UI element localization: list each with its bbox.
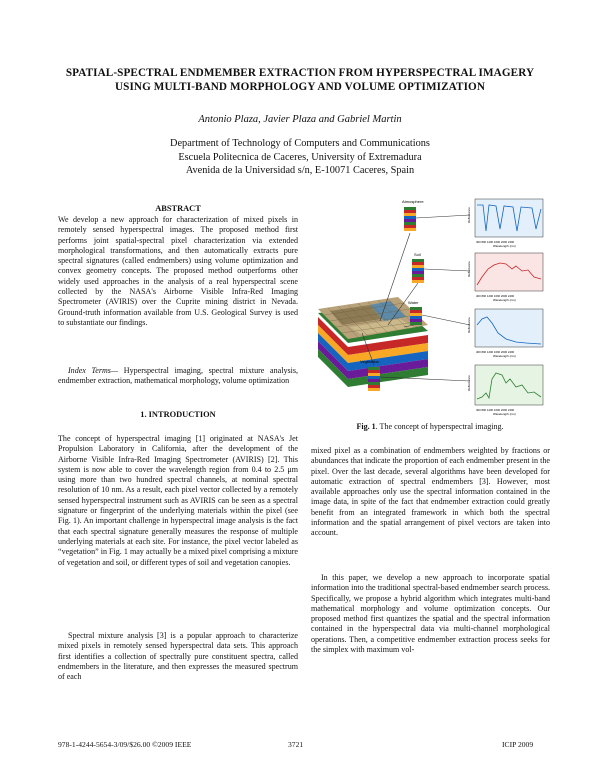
authors: Antonio Plaza, Javier Plaza and Gabriel Martin: [198, 114, 402, 125]
spectrum-panel-water: [467, 309, 543, 358]
paper-title: [40, 67, 560, 94]
label-vegetation: Vegetation: [360, 359, 379, 364]
figure-hyperspectral-concept: [310, 193, 550, 421]
footer-page-number: 3721: [288, 740, 304, 749]
right-paragraph-1: [311, 446, 550, 539]
caption-text: . The concept of hyperspectral imaging.: [375, 422, 504, 431]
pixel-stack-soil: [412, 259, 424, 283]
intro-paragraph-1: [58, 434, 298, 568]
pixel-stack-atmosphere: [404, 207, 416, 231]
index-terms: [58, 366, 298, 387]
pixel-stack-water: [410, 307, 422, 325]
intro-p1-text: The concept of hyperspectral imaging [1] originated at NASA's Jet Propulsion Laboratory in California, after the development of the Airborne Visible Infra-Red Imaging Spectrometer (AVIRIS) [2]. This system is now able to cover the wavelength region from 0.4 to 2.5 μm using more than two hundred spectral channels, at nominal spectral resolution of 10 nm. As a result, each pixel vector collected by a remotely sensed hyperspectral instrument such as AVIRIS can be seen as a spectral signature or fingerprint of the underlying materials within the pixel (see Fig. 1). An important challenge in hyperspectral image analysis is the fact that each spectral signature generally measures the response of multiple underlying materials at each site. For instance, the pixel vector labeled as “vegetation” in Fig. 1 may actually be a mixed pixel comprising a mixture of vegetation and soil, or different types of soil and vegetation canopies.: [58, 434, 298, 567]
index-terms-label: Index Terms—: [68, 366, 119, 375]
abstract-body: [58, 215, 298, 328]
intro-paragraph-2: [58, 631, 298, 682]
index-terms-text: Hyperspectral imaging, spectral mixture analysis, endmember extraction, mathematical morphology, volume optimization: [58, 366, 298, 386]
title-line-1: SPATIAL-SPECTRAL ENDMEMBER EXTRACTION FROM HYPERSPECTRAL IMAGERY: [65, 67, 535, 79]
figure-caption: [310, 422, 550, 431]
intro-p2-text: Spectral mixture analysis [3] is a popular approach to characterize mixed pixels in remotely sensed hyperspectral data sets. This approach first identifies a collection of spectrally pure constituent spectra, called endmembers in the literature, and then expresses the measured spectrum of each: [58, 631, 298, 682]
spectrum-panel-vegetation: [467, 365, 543, 416]
label-soil: Soil: [414, 252, 421, 257]
caption-label: Fig. 1: [356, 422, 376, 431]
xlabel-atmosphere: Wavelength (nm): [493, 244, 516, 248]
affiliation-line-1: Department of Technology of Computers and Communications: [170, 138, 430, 149]
xlabel-water: Wavelength (nm): [493, 354, 516, 358]
right-paragraph-2: [311, 573, 550, 655]
ticks-water: 400 800 1200 1600 2000 2400: [476, 350, 515, 354]
xlabel-vegetation: Wavelength (nm): [493, 412, 516, 416]
introduction-heading: 1. INTRODUCTION: [140, 410, 216, 419]
spectrum-panel-soil: [467, 253, 543, 302]
ticks-vegetation: 400 800 1200 1600 2000 2400: [476, 408, 515, 412]
spectrum-panel-atmosphere: [467, 199, 543, 248]
label-water: Water: [408, 300, 419, 305]
ylabel-soil: Reflectance: [467, 261, 471, 277]
label-atmosphere: Atmosphere: [402, 199, 424, 204]
ticks-atmosphere: 400 800 1200 1600 2000 2400: [476, 240, 515, 244]
pixel-stack-vegetation: [368, 367, 380, 391]
ticks-soil: 400 800 1200 1600 2000 2400: [476, 294, 515, 298]
ylabel-water: Reflectance: [467, 317, 471, 333]
xlabel-soil: Wavelength (nm): [493, 298, 516, 302]
ylabel-vegetation: Reflectance: [467, 375, 471, 391]
abstract-text: We develop a new approach for characterization of mixed pixels in remotely sensed hyperspectral images. The proposed method first performs joint spatial-spectral pixel characterization via extended morphological transformations, and then automatically extracts pure spectral signatures (called endmembers) using volume optimization and convex geometry concepts. The proposed method outperforms other widely used approaches in the analysis of a real hyperspectral scene collected by the NASA's Airborne Visible Infra-Red Imaging Spectrometer (AVIRIS) over the Cuprite mining district in Nevada. Ground-truth information available from U.S. Geological Survey is used to substantiate our findings.: [58, 215, 298, 327]
title-line-2: USING MULTI-BAND MORPHOLOGY AND VOLUME OPTIMIZATION: [114, 80, 486, 93]
affiliation-line-2: Escuela Politecnica de Caceres, University of Extremadura: [178, 151, 422, 163]
affiliation-line-3: Avenida de la Universidad s/n, E-10071 Caceres, Spain: [185, 165, 415, 176]
affiliation: [0, 137, 600, 178]
footer-conference: ICIP 2009: [502, 740, 534, 749]
ylabel-atmosphere: Reflectance: [467, 207, 471, 223]
abstract-heading: ABSTRACT: [155, 204, 201, 213]
right-p2-text: In this paper, we develop a new approach to incorporate spatial information into the traditional spectral-based endmember search process. Specifically, we propose a hybrid algorithm which integrates multi-band mathematical morphology and volume optimization concepts. Our proposed method first quantizes the spatial and the spectral information contained in the hyperspectral data via multi-channel morphological operations. Then, a competitive endmember extraction process seeks for the simplex with maximum vol-: [311, 573, 550, 655]
footer-copyright: 978-1-4244-5654-3/09/$26.00 ©2009 IEEE: [58, 740, 192, 749]
right-p1-text: mixed pixel as a combination of endmembers weighted by fractions or abundances that indicate the proportion of each endmember present in the pixel. Over the last decade, several algorithms have been developed for automatic extraction of spectral endmembers [3]. However, most available approaches only use the spectral information contained in the image data, in spite of the fact that endmember extraction could greatly benefit from an integrated framework in which both the spectral information and the spatial arrangement of pixel vectors are taken into account.: [311, 446, 550, 538]
